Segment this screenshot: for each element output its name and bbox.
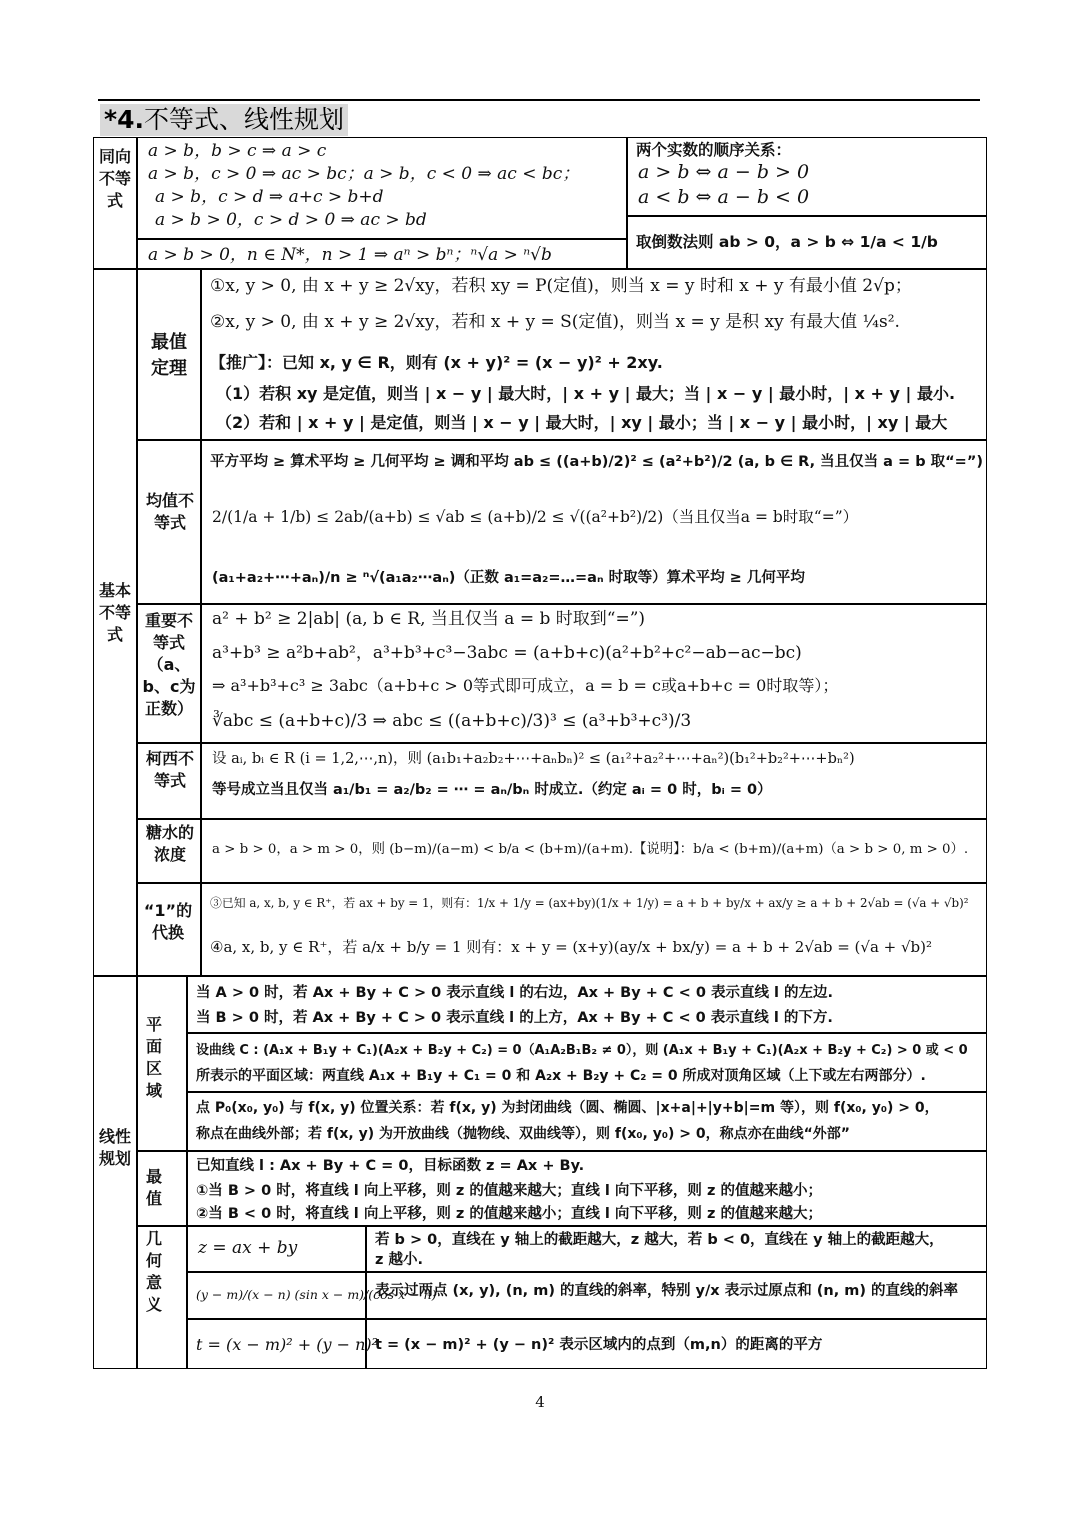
label-pingmian: 平面区域 (145, 1015, 162, 1100)
zuizhi-line-2: ②x, y > 0, 由 x + y ≥ 2√xy，若和 x + y = S(定值)，则当 x = y 是积 xy 有最大值 ¼s². (210, 312, 900, 332)
pingmian-line-6: 称点在曲线外部；若 f(x, y) 为开放曲线（抛物线、双曲线等），则 f(x₀, y₀) > 0，称点亦在曲线“外部” (196, 1126, 850, 1142)
title-prefix: *4. (104, 105, 144, 134)
label-tongxiang: 同向不等式 (98, 147, 131, 210)
header-rule (98, 99, 980, 101)
order-line-2: a < b ⇔ a − b < 0 (638, 186, 810, 208)
junzhi-line-2: 2/(1/a + 1/b) ≤ 2ab/(a+b) ≤ √ab ≤ (a+b)/2 ≤ √((a²+b²)/2)（当且仅当a = b时取“=”） (212, 508, 859, 526)
tongxiang-line-3: a > b，c > d ⇒ a+c > b+d (155, 187, 384, 207)
label-zhongyao: 重要不等式（a、b、c为正数） (142, 611, 196, 718)
junzhi-line-1: 平方平均 ≥ 算术平均 ≥ 几何平均 ≥ 调和平均 ab ≤ ((a+b)/2)² ≤ (a²+b²)/2 (a, b ∈ R, 当且仅当 a = b 取“=”) (210, 454, 983, 470)
label-junzhi: 均值不等式 (145, 491, 194, 532)
label-jihe: 几何意义 (145, 1229, 162, 1314)
zuizhi-line-5: （2）若和 | x + y | 是定值，则当 | x − y | 最大时，| xy | 最小；当 | x − y | 最小时，| xy | 最大 (216, 413, 948, 432)
title-text: 不等式、线性规划 (143, 105, 344, 134)
reciprocal-rule: 取倒数法则 ab > 0，a > b ⇔ 1/a < 1/b (636, 233, 938, 251)
pingmian-line-4: 所表示的平面区域：两直线 A₁x + B₁y + C₁ = 0 和 A₂x + B₂y + C₂ = 0 所成对顶角区域（上下或左右两部分）. (196, 1068, 926, 1084)
tongxiang-line-1: a > b，b > c ⇒ a > c (148, 141, 327, 161)
pingmian-line-2: 当 B > 0 时，若 Ax + By + C > 0 表示直线 l 的上方，Ax + By + C < 0 表示直线 l 的下方. (196, 1010, 833, 1026)
kexi-line-2: 等号成立当且仅当 a₁/b₁ = a₂/b₂ = ⋯ = aₙ/bₙ 时成立.（约定 aᵢ = 0 时，bᵢ = 0） (212, 782, 772, 798)
tongxiang-power: a > b > 0，n ∈ N*，n > 1 ⇒ aⁿ > bⁿ；ⁿ√a > ⁿ√b (148, 245, 552, 265)
label-kexi: 柯西不等式 (145, 749, 194, 790)
page-title (100, 104, 348, 136)
label-daihuan: “1”的代换 (143, 901, 193, 942)
daihuan-line-2: ④a, x, b, y ∈ R⁺，若 a/x + b/y = 1 则有：x + y = (x+y)(ay/x + bx/y) = a + b + 2√ab = (√a + √b)² (210, 938, 933, 956)
jihe-desc-3: t = (x − m)² + (y − n)² 表示区域内的点到（m,n）的距离的平方 (375, 1337, 823, 1353)
jihe-formula-1: z = ax + by (198, 1238, 298, 1258)
zuizhi-line-4: （1）若积 xy 是定值，则当 | x − y | 最大时，| x + y | 最大；当 | x − y | 最小时，| x + y | 最小. (216, 384, 956, 403)
label-tangshui: 糖水的浓度 (145, 823, 194, 864)
pingmian-line-5: 点 P₀(x₀, y₀) 与 f(x, y) 位置关系：若 f(x, y) 为封闭曲线（圆、椭圆、|x+a|+|y+b|=m 等），则 f(x₀, y₀) > 0， (196, 1100, 939, 1116)
pingmian-line-3: 设曲线 C : (A₁x + B₁y + C₁)(A₂x + B₂y + C₂) = 0（A₁A₂B₁B₂ ≠ 0），则 (A₁x + B₁y + C₁)(A₂x + B₂y + C₂) > 0 或 < 0 (196, 1043, 968, 1058)
junzhi-line-3: (a₁+a₂+⋯+aₙ)/n ≥ ⁿ√(a₁a₂⋯aₙ)（正数 a₁=a₂=…=aₙ 时取等）算术平均 ≥ 几何平均 (212, 570, 805, 586)
jihe-desc-2: 表示过两点 (x, y), (n, m) 的直线的斜率，特别 y/x 表示过原点和 (n, m) 的直线的斜率 (375, 1283, 959, 1299)
jihe-desc-1a: 若 b > 0，直线在 y 轴上的截距越大，z 越大，若 b < 0，直线在 y 轴上的截距越大， (375, 1232, 944, 1248)
zhongyao-line-4: ∛abc ≤ (a+b+c)/3 ⇒ abc ≤ ((a+b+c)/3)³ ≤ (a³+b³+c³)/3 (212, 711, 692, 731)
tongxiang-line-2: a > b，c > 0 ⇒ ac > bc；a > b，c < 0 ⇒ ac < bc； (148, 164, 580, 184)
zuizhi-line-1: ①x, y > 0, 由 x + y ≥ 2√xy，若积 xy = P(定值)，则当 x = y 时和 x + y 有最小值 2√p； (210, 276, 912, 296)
lp-zuizhi-line-1: 已知直线 l : Ax + By + C = 0，目标函数 z = Ax + By. (196, 1158, 585, 1174)
label-jiben: 基本不等式 (98, 581, 131, 644)
order-line-1: a > b ⇔ a − b > 0 (638, 161, 810, 183)
lp-zuizhi-line-2: ①当 B > 0 时，将直线 l 向上平移，则 z 的值越来越大；直线 l 向下平移，则 z 的值越来越小； (196, 1183, 822, 1199)
tangshui-line: a > b > 0，a > m > 0，则 (b−m)/(a−m) < b/a < (b+m)/(a+m).【说明】：b/a < (b+m)/(a+m)（a > b > 0, m > 0）. (212, 842, 969, 857)
jihe-formula-3: t = (x − m)² + (y − n)² (196, 1335, 379, 1354)
zhongyao-line-3: ⇒ a³+b³+c³ ≥ 3abc（a+b+c > 0等式即可成立，a = b = c或a+b+c = 0时取等）； (212, 676, 839, 695)
jihe-formula-2: (y − m)/(x − n) (sin x − m)/(cos x − n) (196, 1287, 437, 1302)
page-number: 4 (535, 1393, 545, 1411)
label-zuizhi-theorem: 最值定理 (151, 332, 187, 379)
jihe-desc-1b: z 越小. (375, 1252, 423, 1268)
kexi-line-1: 设 aᵢ, bᵢ ∈ R (i = 1,2,⋯,n)，则 (a₁b₁+a₂b₂+⋯+aₙbₙ)² ≤ (a₁²+a₂²+⋯+aₙ²)(b₁²+b₂²+⋯+bₙ²) (212, 751, 855, 767)
tongxiang-line-4: a > b > 0，c > d > 0 ⇒ ac > bd (155, 210, 427, 230)
pingmian-line-1: 当 A > 0 时，若 Ax + By + C > 0 表示直线 l 的右边，Ax + By + C < 0 表示直线 l 的左边. (196, 985, 834, 1001)
zhongyao-line-1: a² + b² ≥ 2|ab| (a, b ∈ R, 当且仅当 a = b 时取到“=”) (212, 609, 646, 629)
zhongyao-line-2: a³+b³ ≥ a²b+ab²，a³+b³+c³−3abc = (a+b+c)(a²+b²+c²−ab−ac−bc) (212, 643, 802, 663)
label-xianxing: 线性规划 (98, 1127, 131, 1168)
zuizhi-line-3: 【推广】：已知 x, y ∈ R，则有 (x + y)² = (x − y)² + 2xy. (210, 353, 663, 372)
lp-zuizhi-line-3: ②当 B < 0 时，将直线 l 向上平移，则 z 的值越来越小；直线 l 向下平移，则 z 的值越来越大； (196, 1206, 822, 1222)
daihuan-line-1: ③已知 a, x, b, y ∈ R⁺，若 ax + by = 1，则有：1/x + 1/y = (ax+by)(1/x + 1/y) = a + b + by/x + ax/y ≥ a + b + 2√ab = (√a + √b)² (210, 896, 969, 910)
order-title: 两个实数的顺序关系： (636, 141, 792, 159)
label-zuizhi-lp: 最值 (145, 1167, 162, 1208)
